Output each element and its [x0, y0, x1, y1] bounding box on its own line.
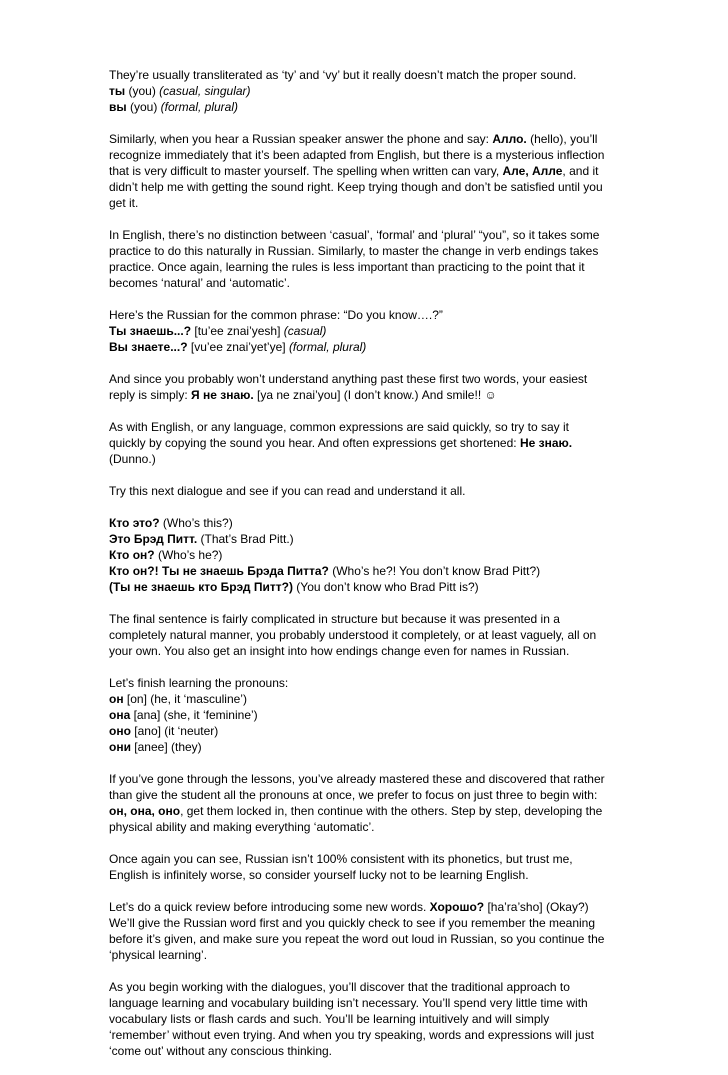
- text-line: We’ll give the Russian word first and you quickly check to see if you remember the meaning: [109, 916, 596, 930]
- text-line: If you’ve gone through the lessons, you’ve already mastered these and discovered that rather: [109, 772, 605, 786]
- text-line: ‘physical learning’.: [109, 948, 208, 962]
- text-run: (hello), you’ll: [526, 132, 598, 146]
- translation: (Who’s this?): [159, 516, 233, 530]
- usage-note: (casual, singular): [159, 84, 251, 98]
- text-line: And since you probably won’t understand anything past these first two words, your easiest: [109, 372, 588, 386]
- text-line: The final sentence is fairly complicated in structure but because it was presented in a: [109, 612, 560, 626]
- russian-word: они: [109, 740, 131, 754]
- text-line: didn’t help me with getting the sound right. Keep trying though and don’t be satisfied until you: [109, 180, 603, 194]
- russian-word: он: [109, 692, 124, 706]
- phrase-casual: [109, 323, 621, 339]
- text-line: They’re usually transliterated as ‘ty’ and ‘vy’ but it really doesn’t match the proper sound.: [109, 68, 577, 82]
- text-line: physical ability and making everything ‘automatic’.: [109, 820, 375, 834]
- paragraph-dialogues: [109, 979, 621, 1059]
- text-run: Similarly, when you hear a Russian speaker answer the phone and say:: [109, 132, 493, 146]
- text-run: , get them locked in, then continue with the others. Step by step, developing the: [180, 804, 603, 818]
- pronunciation: [ha’ra’sho] (Okay?): [484, 900, 589, 914]
- text-line: As you begin working with the dialogues, you’ll discover that the traditional approach to: [109, 980, 570, 994]
- paragraph-review: [109, 899, 621, 963]
- translation: (you): [128, 84, 156, 98]
- text-line: [109, 163, 621, 179]
- paragraph-allo: [109, 131, 621, 211]
- pronoun-item: [109, 723, 621, 739]
- document-page: [109, 67, 621, 1075]
- pronoun-vy-line: [109, 99, 621, 115]
- text-line: completely natural manner, you probably understood it completely, or at least vaguely, all on: [109, 628, 597, 642]
- pronoun-item: [109, 691, 621, 707]
- translation: (You don’t know who Brad Pitt is?): [292, 580, 479, 594]
- russian-phrase: Я не знаю.: [191, 388, 254, 402]
- text-run: [ya ne znai’you] (I don’t know.) And smile!! ☺: [253, 388, 497, 402]
- russian-word: она: [109, 708, 131, 722]
- text-line: [109, 899, 621, 915]
- paragraph-final-sentence: [109, 611, 621, 659]
- translation: (That’s Brad Pitt.): [197, 532, 294, 546]
- paragraph-reply: [109, 371, 621, 403]
- text-line: [109, 387, 621, 403]
- text-line: get it.: [109, 196, 139, 210]
- russian-word: Хорошо?: [429, 900, 485, 914]
- text-line: Once again you can see, Russian isn’t 100% consistent with its phonetics, but trust me,: [109, 852, 573, 866]
- text-line: Here’s the Russian for the common phrase: “Do you know….?”: [109, 308, 443, 322]
- text-line: than give the student all the pronouns at once, we prefer to focus on just three to begin with:: [109, 788, 598, 802]
- dialogue-line: [109, 563, 621, 579]
- text-run: quickly by copying the sound you hear. And often expressions get shortened:: [109, 436, 520, 450]
- paragraph-transliteration: [109, 67, 621, 115]
- text-line: English is infinitely worse, so consider yourself lucky not to be learning English.: [109, 868, 529, 882]
- text-line: your own. You also get an insight into how endings change even for names in Russian.: [109, 644, 570, 658]
- paragraph-expressions: [109, 419, 621, 467]
- text-line: Try this next dialogue and see if you can read and understand it all.: [109, 484, 466, 498]
- paragraph-dialogue-intro: [109, 483, 621, 499]
- paragraph-do-you-know: [109, 307, 621, 355]
- russian-phrase: Вы знаете...?: [109, 340, 188, 354]
- text-line: becomes ‘natural’ and ‘automatic’.: [109, 276, 290, 290]
- translation: (Who’s he?! You don’t know Brad Pitt?): [328, 564, 541, 578]
- russian-phrase: Не знаю.: [519, 436, 573, 450]
- pronunciation: [ano] (it ‘neuter): [130, 724, 219, 738]
- pronoun-ty-line: [109, 83, 621, 99]
- russian-phrase: Кто он?! Ты не знаешь Брэда Питта?: [109, 564, 329, 578]
- dialogue-line: [109, 579, 621, 595]
- text-line: [109, 435, 621, 451]
- pronunciation: [ana] (she, it ‘feminine’): [130, 708, 258, 722]
- text-run: that is very difficult to master yourself. The spelling when written can vary,: [109, 164, 503, 178]
- text-line: (Dunno.): [109, 452, 156, 466]
- paragraph-distinction: [109, 227, 621, 291]
- phrase-formal: [109, 339, 621, 355]
- dialogue: [109, 515, 621, 595]
- usage-note: (casual): [283, 324, 327, 338]
- text-line: before it’s given, and make sure you repeat the word out loud in Russian, so you continue the: [109, 932, 605, 946]
- text-line: practice to do this naturally in Russian. Similarly, to master the change in verb endings takes: [109, 244, 599, 258]
- pronunciation: [vu’ee znai’yet’ye]: [187, 340, 289, 354]
- text-line: ‘remember’ without even trying. And when you try speaking, words and expressions will just: [109, 1028, 594, 1042]
- text-line: practice. Once again, learning the rules is less important than practicing to the point that it: [109, 260, 585, 274]
- russian-word: ты: [109, 84, 126, 98]
- text-line: [109, 131, 621, 147]
- text-run: , and it: [562, 164, 599, 178]
- pronoun-item: [109, 739, 621, 755]
- russian-phrase: Кто это?: [109, 516, 160, 530]
- dialogue-line: [109, 547, 621, 563]
- pronunciation: [anee] (they): [130, 740, 202, 754]
- russian-phrase: Ты знаешь...?: [109, 324, 192, 338]
- russian-phrase: (Ты не знаешь кто Брэд Питт?): [109, 580, 293, 594]
- text-line: language learning and vocabulary building isn’t necessary. You’ll spend very little time with: [109, 996, 588, 1010]
- text-run: reply is simply:: [109, 388, 192, 402]
- translation: (you): [129, 100, 158, 114]
- text-line: As with English, or any language, common expressions are said quickly, so try to say it: [109, 420, 569, 434]
- russian-word: он, она, оно: [109, 804, 181, 818]
- pronoun-item: [109, 707, 621, 723]
- usage-note: (formal, plural): [160, 100, 239, 114]
- russian-phrase: Это Брэд Питт.: [109, 532, 198, 546]
- text-line: Let’s finish learning the pronouns:: [109, 676, 289, 690]
- dialogue-line: [109, 515, 621, 531]
- pronunciation: [tu’ee znai’yesh]: [191, 324, 284, 338]
- text-line: [109, 803, 621, 819]
- text-line: In English, there’s no distinction between ‘casual’, ‘formal’ and ‘plural’ “you”, so it takes some: [109, 228, 600, 242]
- translation: (Who’s he?): [154, 548, 223, 562]
- usage-note: (formal, plural): [288, 340, 367, 354]
- paragraph-phonetics: [109, 851, 621, 883]
- dialogue-line: [109, 531, 621, 547]
- russian-phrase: Кто он?: [109, 548, 155, 562]
- text-line: recognize immediately that it’s been adapted from English, but there is a mysterious inflection: [109, 148, 605, 162]
- russian-word: Алло.: [492, 132, 527, 146]
- text-run: Let’s do a quick review before introducing some new words.: [109, 900, 430, 914]
- pronunciation: [on] (he, it ‘masculine’): [123, 692, 247, 706]
- russian-word: вы: [109, 100, 127, 114]
- russian-word: оно: [109, 724, 131, 738]
- text-line: vocabulary lists or flash cards and such. You’ll be learning intuitively and will simply: [109, 1012, 550, 1026]
- text-line: ‘come out’ without any conscious thinking.: [109, 1044, 333, 1058]
- russian-word: Але, Алле: [502, 164, 563, 178]
- pronoun-list: [109, 675, 621, 755]
- paragraph-lessons: [109, 771, 621, 835]
